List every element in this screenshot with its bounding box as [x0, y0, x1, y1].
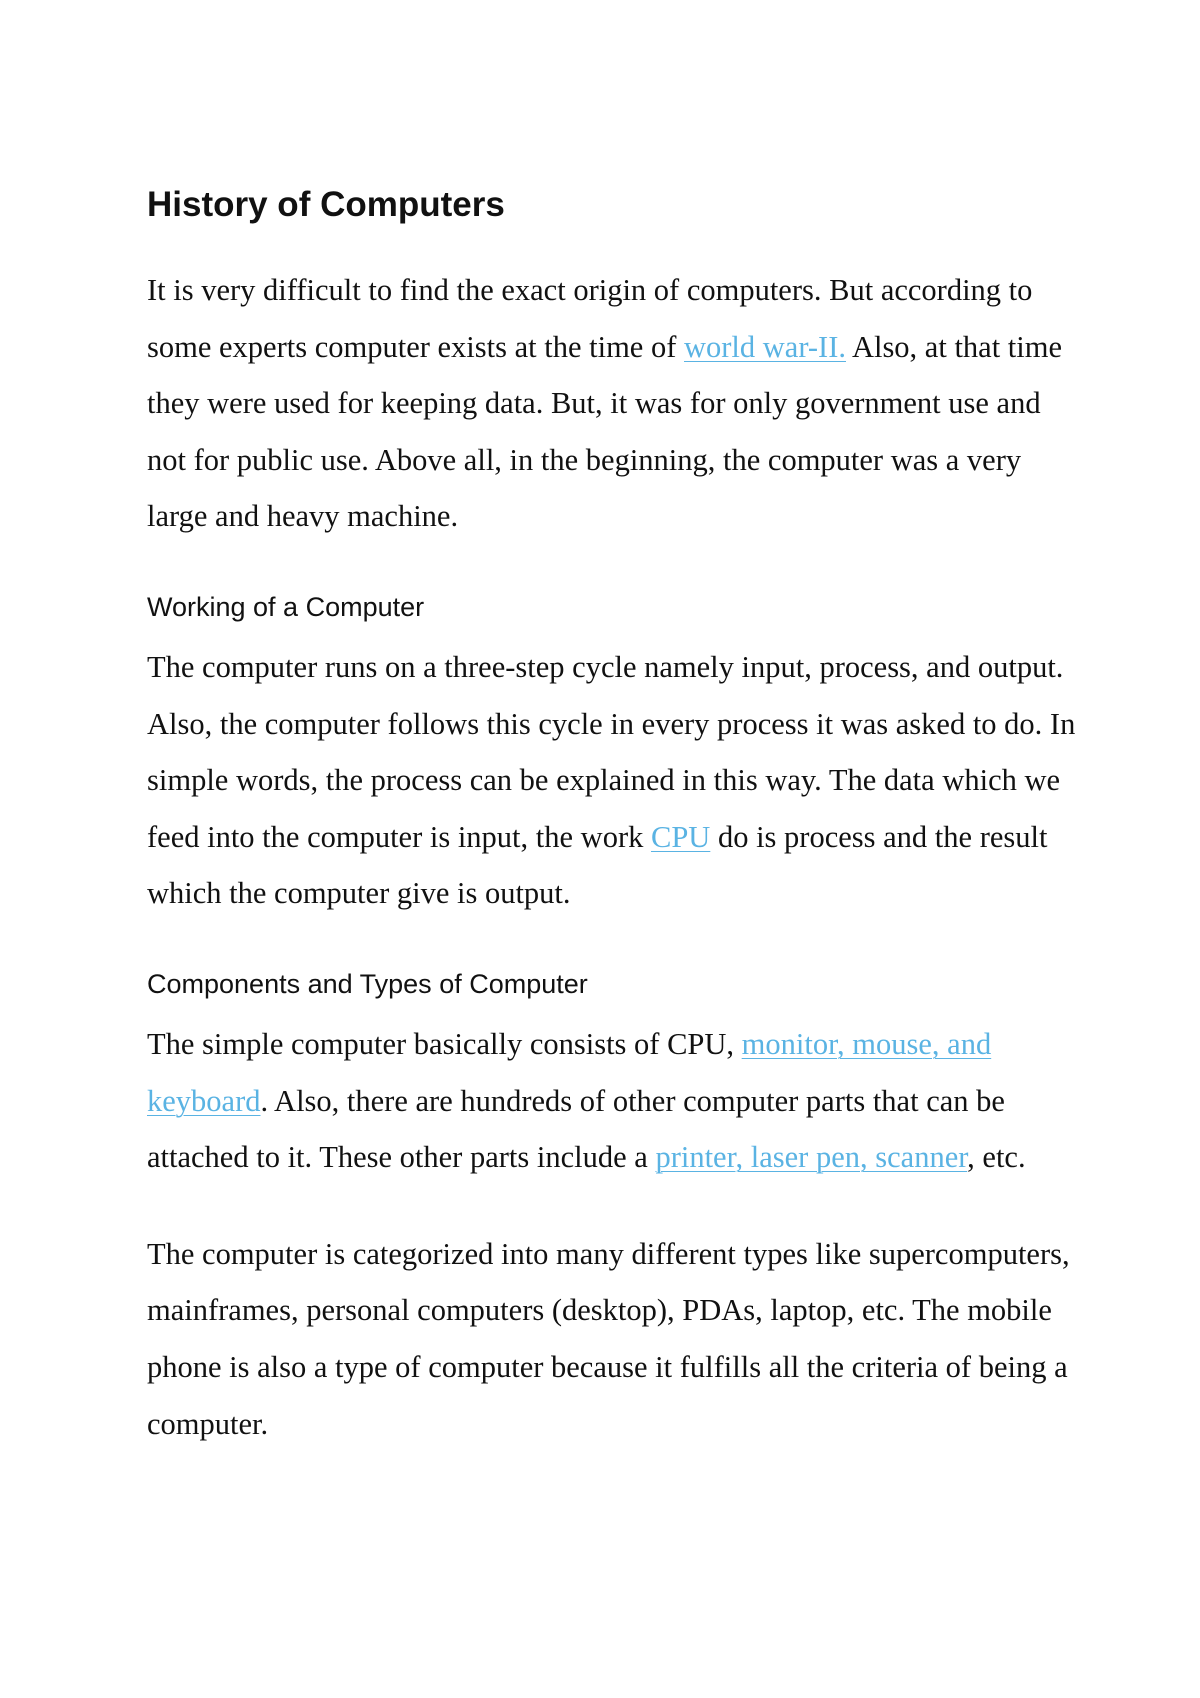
page-title: History of Computers — [147, 185, 505, 224]
history-paragraph — [147, 262, 1077, 545]
working-heading: Working of a Computer — [147, 591, 425, 622]
history-text-2: Also, at that time they were used for keeping data. But, it was for only government use and not for public use. Above all, in the beginning, the computer was a very large and heavy machine. — [147, 329, 1063, 534]
working-text-2: do is process and the result which the computer give is output. — [147, 819, 1048, 911]
cpu-link[interactable]: CPU — [650, 819, 711, 854]
document-body — [147, 178, 1077, 1452]
components-paragraph — [147, 1016, 1077, 1186]
working-text-1: The computer runs on a three-step cycle namely input, process, and output. Also, the computer follows this cycle in every process it was asked to do. In simple words, the process can be explained in this way. The data which we feed into the computer is input, the work — [147, 649, 1076, 854]
components-text-2: . Also, there are hundreds of other computer parts that can be attached to it. These other parts include a — [147, 1083, 1005, 1175]
components-heading: Components and Types of Computer — [147, 968, 588, 999]
monitor-mouse-keyboard-link[interactable]: monitor, mouse, and keyboard — [147, 1026, 992, 1118]
components-text-3: , etc. — [967, 1140, 1026, 1175]
working-paragraph — [147, 639, 1077, 922]
components-text-1: The simple computer basically consists of CPU, — [147, 1026, 742, 1061]
world-war-ii-link[interactable]: world war-II. — [684, 329, 846, 364]
history-text-1: It is very difficult to find the exact origin of computers. But according to some experts computer exists at the time of — [147, 273, 1033, 364]
types-paragraph: The computer is categorized into many different types like supercomputers, mainframes, personal computers (desktop), PDAs, laptop, etc. The mobile phone is also a type of computer because it fulfills all the criteria of being a computer. — [147, 1236, 1070, 1441]
printer-laser-pen-scanner-link[interactable]: printer, laser pen, scanner — [655, 1140, 968, 1175]
